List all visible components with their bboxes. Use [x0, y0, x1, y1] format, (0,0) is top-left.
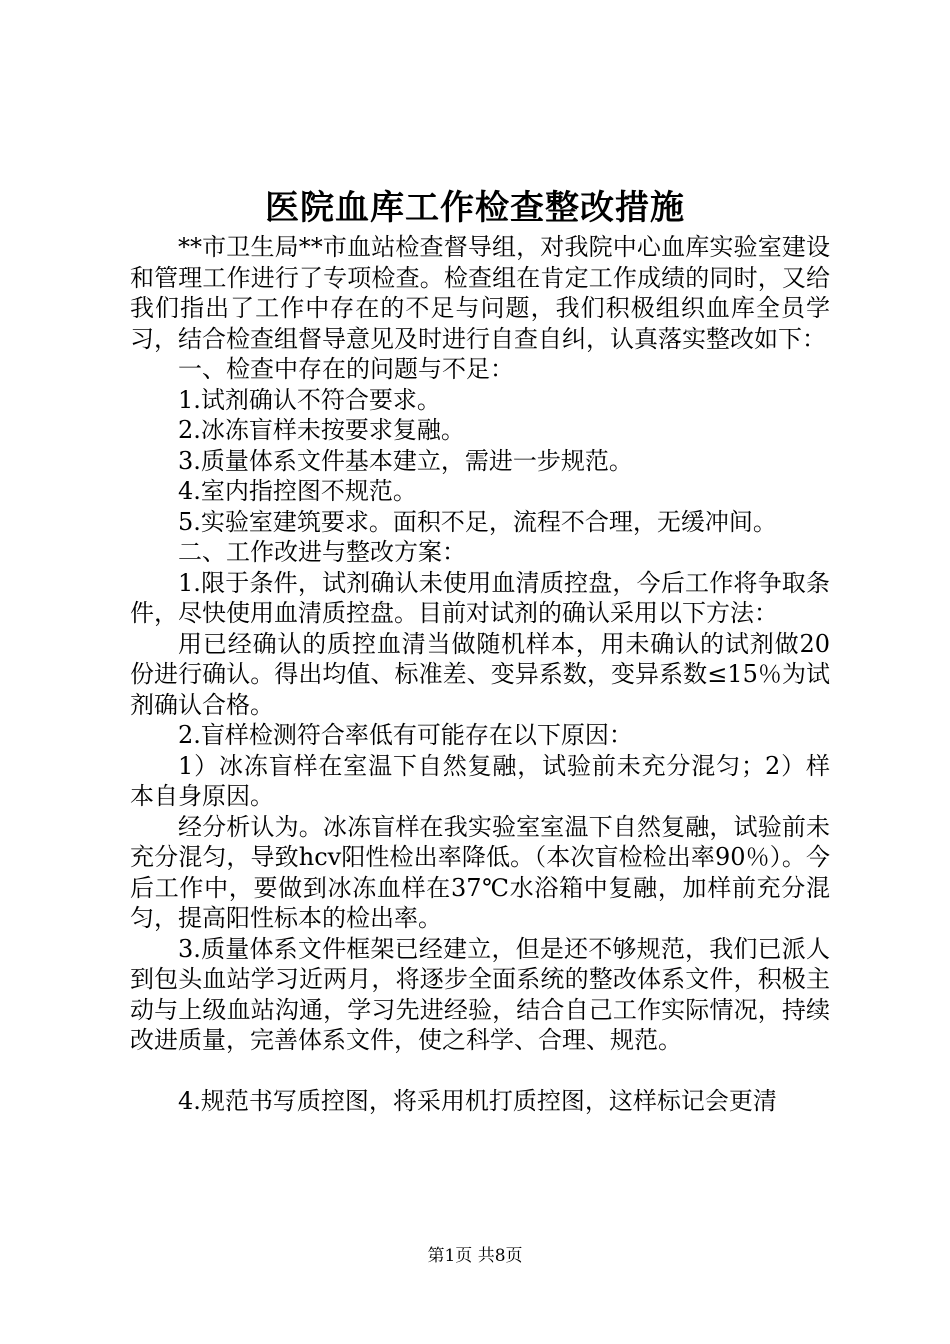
page-footer: 第1页 共8页: [427, 1246, 523, 1266]
paragraph-improvement-2: 2.盲样检测符合率低有可能存在以下原因：: [178, 721, 633, 749]
list-item-problem-1: 1.试剂确认不符合要求。: [178, 385, 441, 414]
paragraph-improvement-1: 1.限于条件，试剂确认未使用血清质控盘，今后工作将争取条件，尽快使用血清质控盘。目前对试剂的确认采用以下方法：: [130, 568, 830, 627]
list-item-problem-3: 3.质量体系文件基本建立，需进一步规范。: [178, 446, 633, 475]
section-heading-improvements: 二、工作改进与整改方案：: [178, 538, 466, 566]
paragraph-improvement-2-causes: 1）冰冻盲样在室温下自然复融，试验前未充分混匀；2）样本自身原因。: [130, 751, 830, 810]
document-title: 医院血库工作检查整改措施: [265, 188, 685, 228]
document-body: [130, 232, 830, 1116]
list-item-problem-5: 5.实验室建筑要求。面积不足，流程不合理，无缓冲间。: [178, 507, 777, 536]
section-heading-problems: 一、检查中存在的问题与不足：: [178, 355, 514, 383]
paragraph-improvement-3: 3.质量体系文件框架已经建立，但是还不够规范，我们已派人到包头血站学习近两月，将逐步全面系统的整改体系文件，积极主动与上级血站沟通，学习先进经验，结合自己工作实际情况，持续改进质量，完善体系文件，使之科学、合理、规范。: [130, 934, 830, 1054]
paragraph-improvement-2-analysis: 经分析认为。冰冻盲样在我实验室室温下自然复融，试验前未充分混匀，导致hcv阳性检出率降低。（本次盲检检出率90％）。今后工作中，要做到冰冻血样在37℃水浴箱中复融，加样前充分混匀，提高阳性标本的检出率。: [130, 812, 830, 932]
paragraph-improvement-1-method: 用已经确认的质控血清当做随机样本，用未确认的试剂做20份进行确认。得出均值、标准差、变异系数，变异系数≤15％为试剂确认合格。: [130, 629, 830, 719]
list-item-problem-4: 4.室内指控图不规范。: [178, 477, 417, 505]
list-item-problem-2: 2.冰冻盲样未按要求复融。: [178, 416, 465, 444]
paragraph-intro: **市卫生局**市血站检查督导组，对我院中心血库实验室建设和管理工作进行了专项检查。检查组在肯定工作成绩的同时，又给我们指出了工作中存在的不足与问题，我们积极组织血库全员学习，结合检查组督导意见及时进行自查自纠，认真落实整改如下：: [130, 233, 830, 353]
paragraph-improvement-4: 4.规范书写质控图，将采用机打质控图，这样标记会更清: [178, 1086, 777, 1115]
